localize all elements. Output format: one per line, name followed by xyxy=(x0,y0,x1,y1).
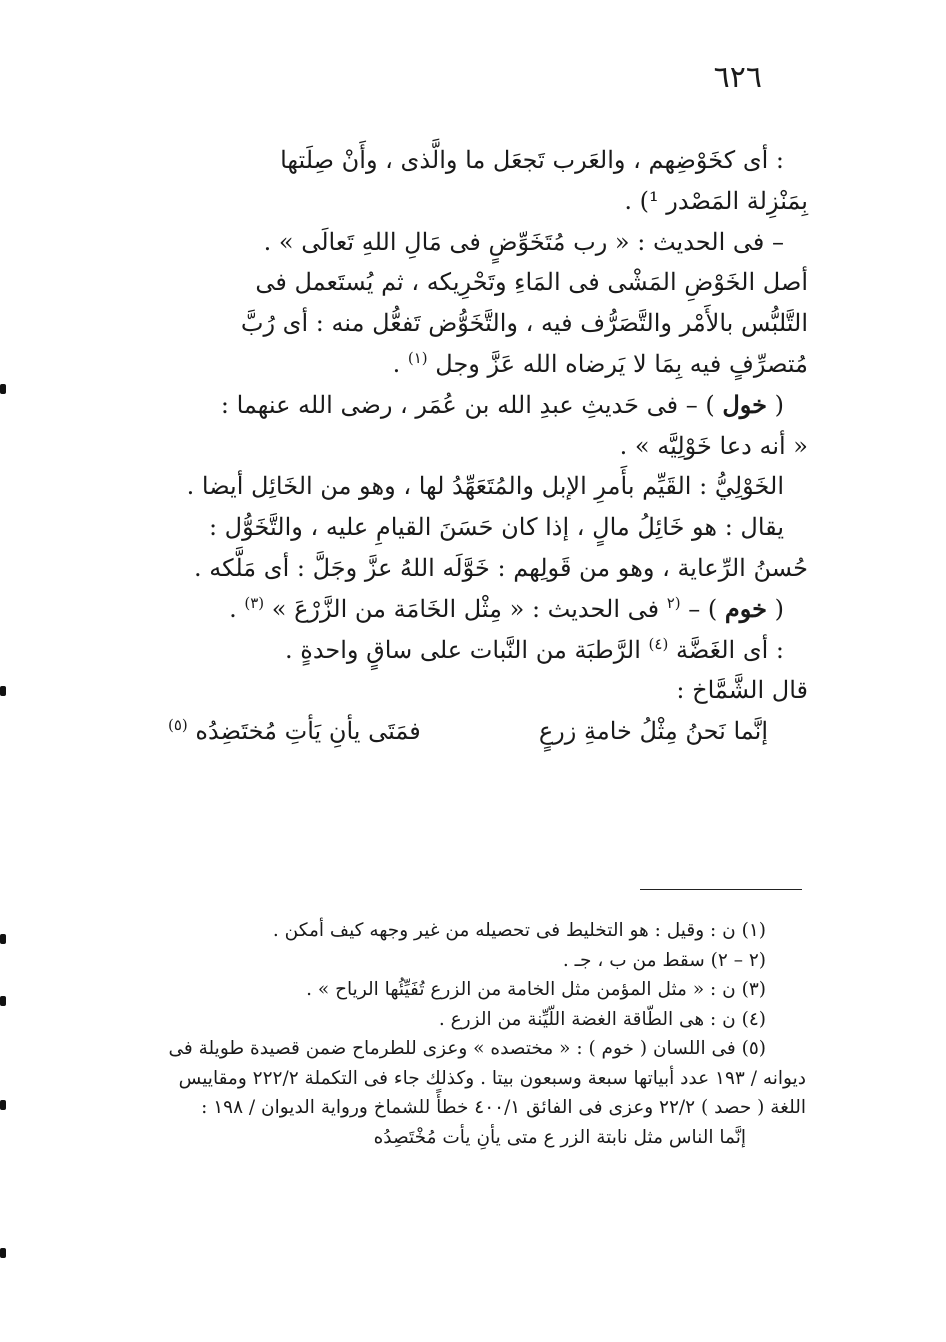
footnote-marker: (٣) xyxy=(244,593,265,612)
verse-second-hemistich xyxy=(168,711,421,752)
footnotes xyxy=(134,916,806,1152)
footnote-marker: (٤) xyxy=(648,634,669,653)
text-span: مُتصرِّفٍ فيه بِمَا لا يَرضاه الله عَزَّ وجل xyxy=(435,349,808,378)
verse-first-hemistich: إنَّما نَحنُ مِثْلُ خامةِ زرعٍ xyxy=(538,717,768,746)
text-line: أصل الخَوْضِ المَشْى فى المَاءِ وتَحْرِيكه ، ثم يُستَعمل فى xyxy=(255,268,808,297)
text-span: ) – xyxy=(680,594,725,623)
footnote-verse: إنَّما الناس مثل نابتة الزر ع متى يأنِ يأت مُخْتَصِدُه xyxy=(373,1126,746,1148)
text-line: حُسنُ الرِّعاية ، وهو من قَولِهم : خَوَّلَه اللهُ عزَّ وجَلَّ : أى مَلَّكه . xyxy=(193,553,808,582)
text-line: قال الشَّمَّاخ : xyxy=(676,676,808,705)
text-line xyxy=(128,344,808,385)
text-span: الرَّطبَة من النَّبات على ساقٍ واحدةٍ . xyxy=(285,635,649,664)
text-line: التَّلبُّس بالأَمْر والتَّصَرُّف فيه ، والتَّخَوُّض تَفعُّل منه : أى رُبَّ xyxy=(240,309,808,338)
text-line: الخَوْلِيُّ : القَيِّم بأَمرِ الإبل والمُتَعَهِّدُ لها ، وهو من الخَائِل أيضا . xyxy=(186,472,784,501)
footnote: (٥) فى اللسان ( خوم ) : « مختصده » وعزى للطرماح ضمن قصيدة طويلة فى xyxy=(168,1038,766,1059)
page-number: ٦٢٦ xyxy=(713,60,762,95)
footnote-continuation: ديوانه / ١٩٣ عدد أبياتها سبعة وسبعون بيتا . وكذلك جاء فى التكملة ٢٢٢/٢ ومقاييس xyxy=(178,1067,806,1089)
paren: ( xyxy=(767,594,784,623)
footnote-marker: (٢ xyxy=(666,593,681,612)
footnote: (٤) ن : هى الطّاقة الغضة اللّيِّنة من الزرع . xyxy=(438,1008,766,1030)
paren: ( xyxy=(767,390,784,419)
footnote: (١) ن : وقيل : هو التخليط فى تحصيله من غير وجهه كيف أمكن . xyxy=(272,920,766,941)
verse-line xyxy=(128,711,808,752)
text-span: . xyxy=(392,349,408,378)
footnote-divider xyxy=(640,889,802,890)
text-span: ) – فى حَديثِ عبدِ الله بن عُمَر ، رضى الله عنهما : xyxy=(220,390,723,419)
footnote: (٣) ن : « مثل المؤمن مثل الخامة من الزرع تُفَيِّئُها الرياح » . xyxy=(306,979,766,1000)
hadith-quote: « أنه دعا خَوْلِيَّه » . xyxy=(619,431,808,460)
footnote-continuation: اللغة ( حصد ) ٢٢/٢ وعزى فى الفائق ٤٠٠/١ خطأً للشماخ ورواية الديوان / ١٩٨ : xyxy=(201,1097,806,1118)
text-span: : أى الغَضَّة xyxy=(668,635,784,664)
scan-mark xyxy=(0,996,6,1006)
hadith-line: – فى الحديث : « رب مُتَخَوِّضٍ فى مَالِ اللهِ تَعالَى » . xyxy=(263,227,784,256)
scan-mark xyxy=(0,686,6,696)
entry-headword: خوم xyxy=(724,593,767,623)
text-line: بِمَنْزِلة المَصْدر ¹) . xyxy=(624,186,808,215)
footnote-marker: (١) xyxy=(407,348,428,367)
footnote: (٢ – ٢) سقط من ب ، جـ . xyxy=(562,949,766,971)
text-span: فى الحديث : « مِثْل الخَامَة من الزَّرْعَ » xyxy=(264,594,667,623)
scan-mark xyxy=(0,934,6,944)
text-line: يقال : هو خَائِلُ مالٍ ، إذا كان حَسَنَ القيامِ عليه ، والتَّخَوُّل : xyxy=(208,513,784,542)
entry-khum xyxy=(128,589,808,630)
scan-mark xyxy=(0,1100,6,1110)
text-span: . xyxy=(229,594,245,623)
footnote-marker: (٥) xyxy=(168,716,188,735)
text-line xyxy=(128,630,808,671)
text-span: فمَتَى يأنِ يَأتِ مُختَضِدُه xyxy=(195,717,421,746)
text-line: : أى كخَوْضِهم ، والعَرب تَجعَل ما والَّذى ، وأَنْ صِلَتها xyxy=(280,146,784,174)
entry-headword: خول xyxy=(722,389,767,419)
entry-khul xyxy=(128,385,808,426)
scan-mark xyxy=(0,384,6,394)
scan-mark xyxy=(0,1248,6,1258)
main-text xyxy=(128,140,808,752)
